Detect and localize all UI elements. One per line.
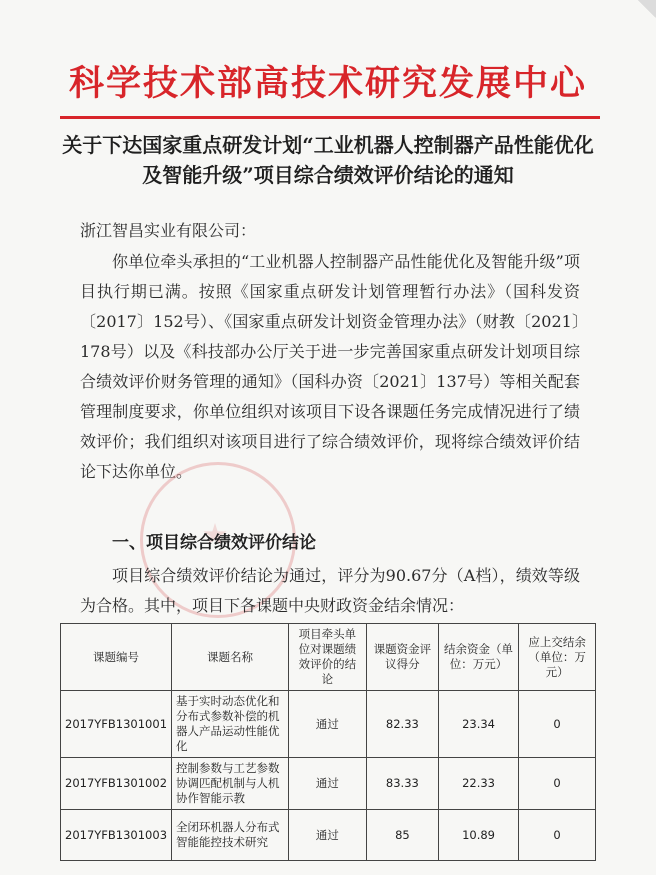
cell-return: 0 (519, 758, 596, 810)
addressee: 浙江智昌实业有限公司： (80, 221, 257, 240)
header-project-code: 课题编号 (61, 624, 172, 691)
cell-code: 2017YFB1301003 (61, 810, 172, 861)
header-project-name: 课题名称 (172, 624, 289, 691)
cell-code: 2017YFB1301002 (61, 758, 172, 810)
table-row (61, 758, 596, 810)
header-score: 课题资金评议得分 (366, 624, 438, 691)
header-conclusion: 项目牵头单位对课题绩效评价的结论 (288, 624, 366, 691)
cell-balance: 22.33 (438, 758, 518, 810)
cell-name: 基于实时动态优化和分布式参数补偿的机器人产品运动性能优化 (172, 691, 289, 758)
cell-score: 83.33 (366, 758, 438, 810)
table-row (61, 810, 596, 861)
table-row (61, 691, 596, 758)
page-corner-fold (638, 0, 656, 18)
body-paragraph-2: 项目综合绩效评价结论为通过，评分为90.67分（A档），绩效等级为合格。其中，项目下各课题中央财政资金结余情况： (80, 566, 580, 615)
cell-name: 全闭环机器人分布式智能能控技术研究 (172, 810, 289, 861)
header-red-rule (60, 116, 600, 119)
organization-header: 科学技术部高技术研究发展中心 (68, 63, 587, 104)
cell-conclusion: 通过 (288, 691, 366, 758)
results-table (60, 623, 596, 861)
cell-return: 0 (519, 691, 596, 758)
cell-score: 82.33 (366, 691, 438, 758)
cell-conclusion: 通过 (288, 758, 366, 810)
cell-return: 0 (519, 810, 596, 861)
cell-code: 2017YFB1301001 (61, 691, 172, 758)
cell-balance: 23.34 (438, 691, 518, 758)
table-header-row (61, 624, 596, 691)
notice-title: 关于下达国家重点研发计划“工业机器人控制器产品性能优化及智能升级”项目综合绩效评价结论的通知 (62, 133, 594, 187)
cell-score: 85 (366, 810, 438, 861)
cell-name: 控制参数与工艺参数协调匹配机制与人机协作智能示教 (172, 758, 289, 810)
cell-balance: 10.89 (438, 810, 518, 861)
cell-conclusion: 通过 (288, 810, 366, 861)
header-return: 应上交结余（单位：万元） (519, 624, 596, 691)
body-paragraph-1: 你单位牵头承担的“工业机器人控制器产品性能优化及智能升级”项目执行期已满。按照《国家重点研发计划管理暂行办法》（国科发资〔2017〕152号）、《国家重点研发计划资金管理办法》（财教〔2021〕178号）以及《科技部办公厅关于进一步完善国家重点研发计划项目综合绩效评价财务管理的通知》（国科办资〔2021〕137号）等相关配套管理制度要求，你单位组织对该项目下设各课题任务完成情况进行了绩效评价；我们组织对该项目进行了综合绩效评价，现将综合绩效评价结论下达你单位。 (80, 252, 580, 481)
section-heading-1: 一、项目综合绩效评价结论 (112, 533, 316, 553)
header-balance: 结余资金（单位：万元） (438, 624, 518, 691)
